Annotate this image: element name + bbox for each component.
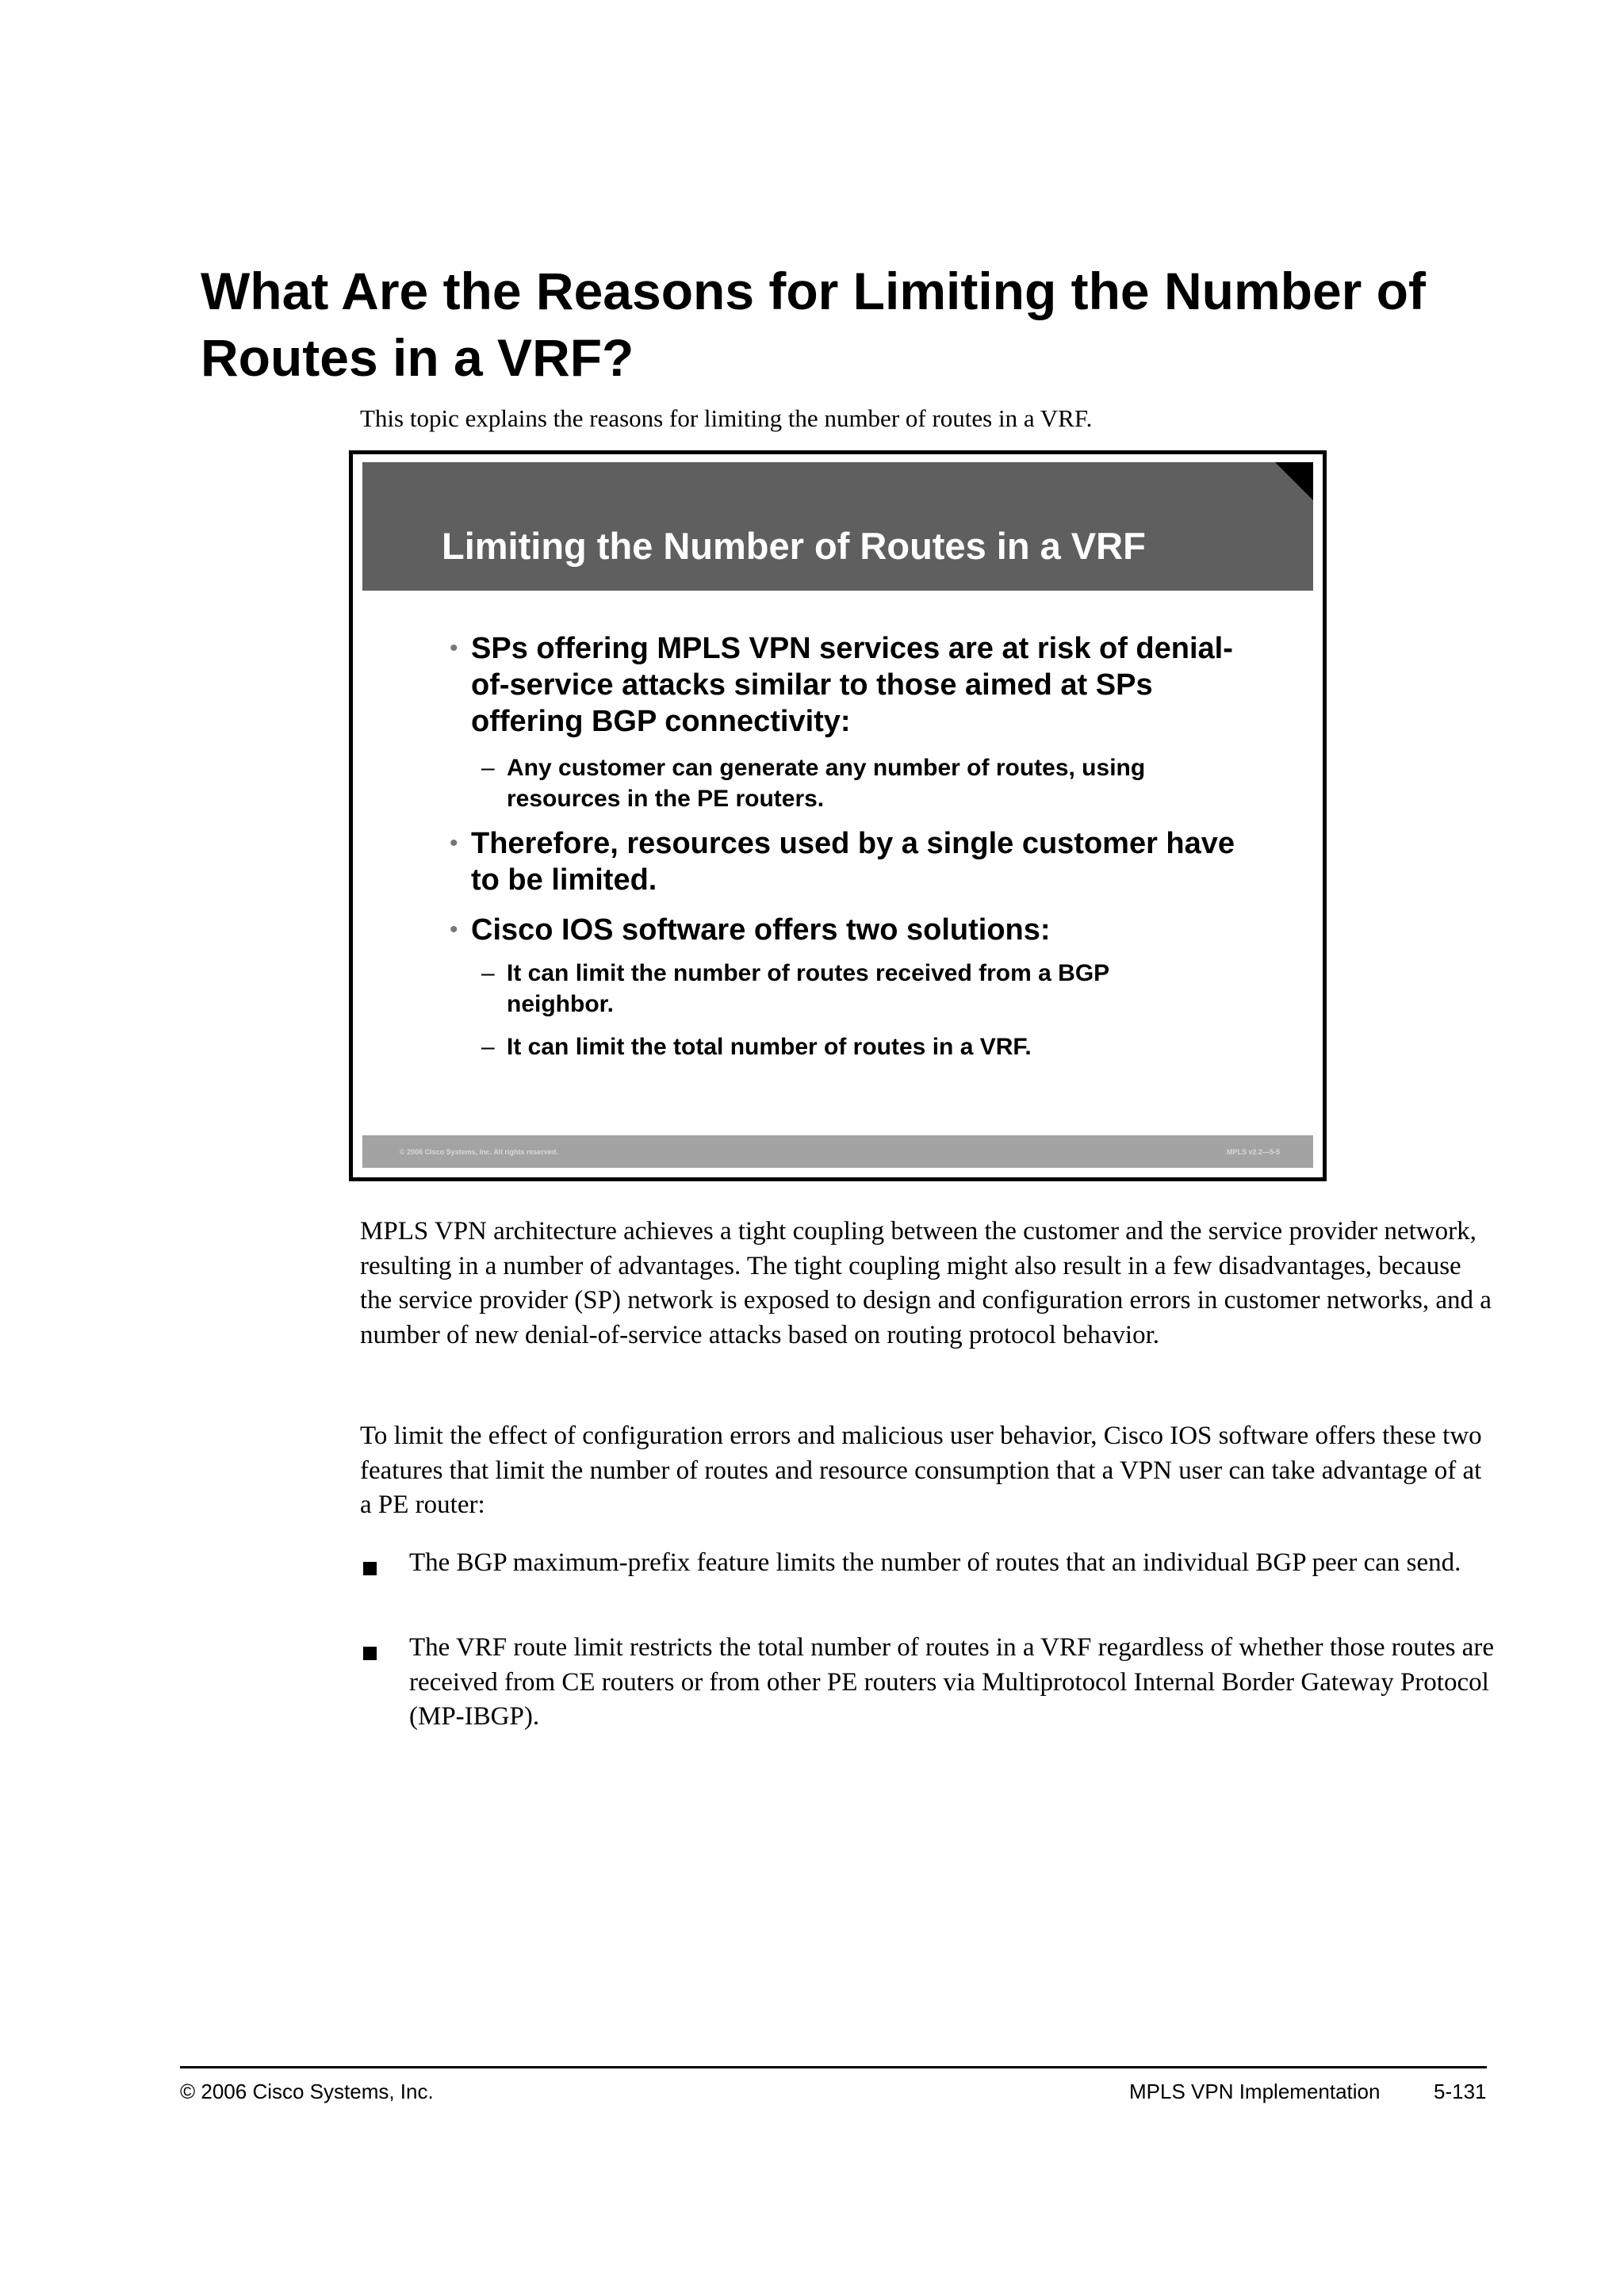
slide-sub-bullet-text: It can limit the total number of routes in a VRF. [507, 1034, 1032, 1060]
slide-title: Limiting the Number of Routes in a VRF [442, 525, 1146, 567]
slide-bullet-text: Therefore, resources used by a single customer have to be limited. [471, 827, 1235, 897]
corner-triangle-icon [1275, 462, 1313, 500]
bullet-dot-icon: • [450, 916, 458, 943]
slide-header [362, 462, 1313, 591]
slide-bullet-text: Cisco IOS software offers two solutions: [471, 913, 1051, 947]
dash-icon: – [481, 755, 495, 781]
bullet-dot-icon: • [450, 830, 458, 856]
slide-figure [349, 450, 1327, 1181]
footer-page-number: 5-131 [1434, 2080, 1487, 2103]
slide-copyright: © 2006 Cisco Systems, Inc. All rights reserved. [400, 1148, 558, 1156]
slide-bullet [450, 912, 1264, 948]
footer-rule [180, 2066, 1487, 2068]
square-bullet-icon [363, 1647, 377, 1660]
dash-icon: – [481, 960, 495, 986]
slide-bullet [450, 630, 1264, 740]
slide-sub-bullet [481, 958, 1220, 1020]
body-paragraph: MPLS VPN architecture achieves a tight coupling between the customer and the service provider network, resulting in a number of advantages. The tight coupling might also result in a few disadvantages, because the service provider (SP) network is exposed to design and configuration errors in customer networks, and a number of new denial-of-service attacks based on routing protocol behavior. [360, 1217, 1492, 1349]
slide-sub-bullet-text: It can limit the number of routes received from a BGP neighbor. [507, 960, 1109, 1017]
body-paragraph: To limit the effect of configuration errors and malicious user behavior, Cisco IOS software offers these two features that limit the number of routes and resource consumption that a VPN user can take advantage of at a PE router: [360, 1422, 1482, 1519]
slide-number: MPLS v2.2—5-5 [1226, 1148, 1280, 1156]
page-title: What Are the Reasons for Limiting the Number of Routes in a VRF? [201, 262, 1426, 387]
dash-icon: – [481, 1034, 495, 1060]
slide-sub-bullet-text: Any customer can generate any number of routes, using resources in the PE routers. [507, 755, 1146, 812]
list-item: The VRF route limit restricts the total number of routes in a VRF regardless of whether those routes are received from CE routers or from other PE routers via Multiprotocol Internal Border Gateway Protocol (MP-IBGP). [409, 1633, 1494, 1731]
topic-intro: This topic explains the reasons for limiting the number of routes in a VRF. [360, 404, 1093, 432]
slide-bullet-text: SPs offering MPLS VPN services are at risk of denial-of-service attacks similar to those aimed at SPs offering BGP connectivity: [471, 632, 1233, 738]
slide-bullet [450, 825, 1256, 898]
slide-sub-bullet [481, 1031, 1260, 1062]
bullet-dot-icon: • [450, 635, 458, 661]
footer-copyright: © 2006 Cisco Systems, Inc. [180, 2080, 434, 2103]
slide-footer [362, 1135, 1313, 1168]
list-item: The BGP maximum-prefix feature limits the number of routes that an individual BGP peer can send. [409, 1548, 1461, 1577]
footer-book-title: MPLS VPN Implementation [1129, 2080, 1381, 2103]
square-bullet-icon [363, 1562, 377, 1575]
slide-sub-bullet [481, 752, 1260, 814]
